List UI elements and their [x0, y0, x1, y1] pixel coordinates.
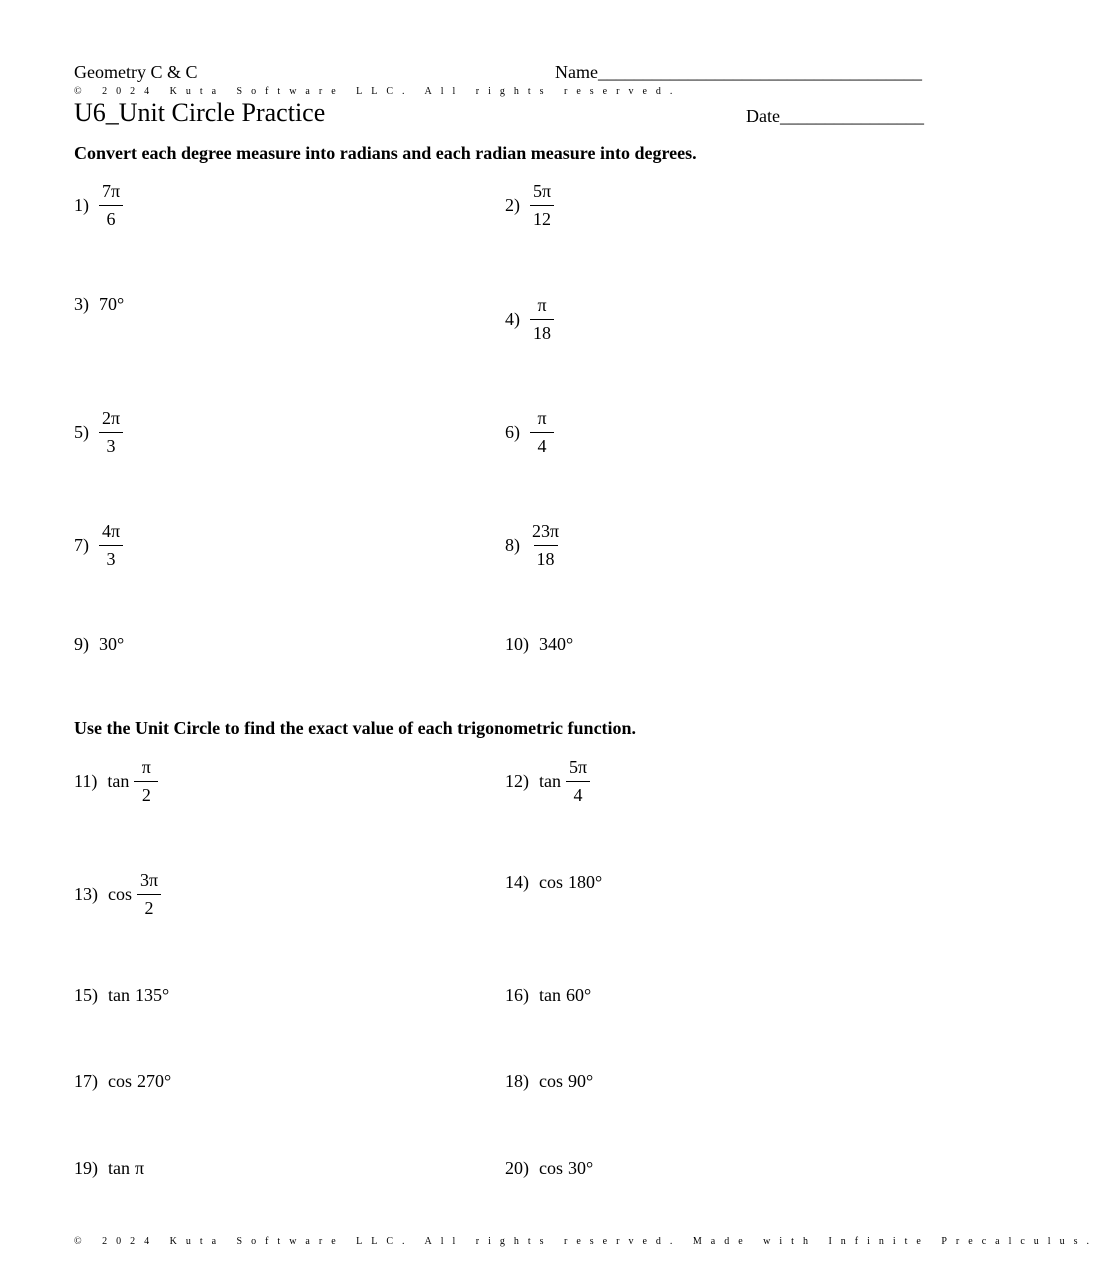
- problem-number: 11): [74, 770, 98, 791]
- problem-value: 90°: [568, 1071, 594, 1091]
- date-label: Date: [746, 106, 780, 126]
- fraction: [134, 757, 158, 805]
- problem-number: 20): [505, 1158, 529, 1178]
- problem-number: 19): [74, 1158, 98, 1178]
- problem-number: 2): [505, 194, 520, 215]
- trig-function: tan: [108, 1158, 130, 1178]
- problem-8: [505, 521, 561, 569]
- numerator: 5π: [568, 757, 588, 777]
- problem-number: 13): [74, 883, 98, 904]
- trig-function: cos: [539, 872, 563, 892]
- problem-number: 9): [74, 634, 89, 654]
- problem-16: [505, 985, 591, 1006]
- fraction: [137, 870, 161, 918]
- problem-1: [74, 181, 123, 229]
- trig-function: cos: [108, 1071, 132, 1091]
- problem-number: 18): [505, 1071, 529, 1091]
- numerator: 5π: [532, 181, 552, 201]
- name-line: ____________________________________: [597, 62, 922, 82]
- problem-20: [505, 1158, 593, 1179]
- fraction: [99, 521, 123, 569]
- problem-11: [74, 757, 158, 805]
- name-field[interactable]: [555, 62, 922, 83]
- trig-function: cos: [539, 1158, 563, 1178]
- problem-value: π: [135, 1158, 145, 1178]
- fraction: [530, 521, 561, 569]
- section2-instruction: Use the Unit Circle to find the exact value of each trigonometric function.: [74, 718, 637, 738]
- problem-2: [505, 181, 554, 229]
- problem-10: [505, 634, 573, 655]
- date-line: ________________: [779, 106, 924, 126]
- problem-value: 70°: [99, 294, 125, 314]
- problem-7: [74, 521, 123, 569]
- problem-number: 15): [74, 985, 98, 1005]
- problem-number: 16): [505, 985, 529, 1005]
- problem-value: 60°: [566, 985, 592, 1005]
- trig-function: cos: [108, 883, 132, 904]
- trig-function: tan: [539, 985, 561, 1005]
- worksheet-title: U6_Unit Circle Practice: [74, 98, 326, 127]
- problem-number: 6): [505, 421, 520, 442]
- denominator: 12: [530, 205, 554, 229]
- problem-number: 17): [74, 1071, 98, 1091]
- numerator: 4π: [101, 521, 121, 541]
- fraction: [566, 757, 590, 805]
- problem-15: [74, 985, 169, 1006]
- problem-value: 180°: [568, 872, 603, 892]
- denominator: 3: [99, 432, 123, 456]
- problem-number: 8): [505, 534, 520, 555]
- problem-number: 7): [74, 534, 89, 555]
- denominator: 4: [566, 781, 590, 805]
- problem-number: 5): [74, 421, 89, 442]
- footer-copyright: © 2024 Kuta Software LLC. All rights reserved. Made with Infinite Precalculus.: [74, 1236, 1098, 1247]
- denominator: 18: [534, 545, 558, 569]
- trig-function: tan: [108, 985, 130, 1005]
- numerator: 2π: [101, 408, 121, 428]
- problem-number: 10): [505, 634, 529, 654]
- problem-number: 4): [505, 308, 520, 329]
- problem-number: 1): [74, 194, 89, 215]
- fraction: [530, 408, 554, 456]
- problem-value: 135°: [135, 985, 170, 1005]
- date-field[interactable]: [746, 106, 924, 127]
- numerator: π: [537, 295, 547, 315]
- numerator: π: [141, 757, 151, 777]
- problem-19: [74, 1158, 144, 1179]
- problem-18: [505, 1071, 593, 1092]
- trig-function: tan: [539, 770, 561, 791]
- problem-13: [74, 870, 161, 918]
- problem-value: 340°: [539, 634, 574, 654]
- problem-value: 30°: [568, 1158, 594, 1178]
- problem-17: [74, 1071, 171, 1092]
- problem-number: 3): [74, 294, 89, 314]
- problem-14: [505, 872, 602, 893]
- name-label: Name: [555, 62, 598, 82]
- problem-9: [74, 634, 124, 655]
- problem-number: 12): [505, 770, 529, 791]
- problem-5: [74, 408, 123, 456]
- denominator: 6: [99, 205, 123, 229]
- numerator: 7π: [101, 181, 121, 201]
- problem-6: [505, 408, 554, 456]
- denominator: 2: [137, 894, 161, 918]
- fraction: [99, 408, 123, 456]
- denominator: 2: [134, 781, 158, 805]
- fraction: [530, 181, 554, 229]
- problem-12: [505, 757, 590, 805]
- trig-function: cos: [539, 1071, 563, 1091]
- numerator: 23π: [532, 521, 560, 541]
- denominator: 18: [530, 319, 554, 343]
- problem-3: [74, 294, 124, 315]
- trig-function: tan: [107, 770, 130, 791]
- problem-value: 270°: [137, 1071, 172, 1091]
- section1-instruction: Convert each degree measure into radians and each radian measure into degrees.: [74, 143, 697, 163]
- course-name: Geometry C & C: [74, 62, 198, 82]
- denominator: 4: [530, 432, 554, 456]
- header-copyright: © 2024 Kuta Software LLC. All rights reserved.: [74, 86, 682, 97]
- numerator: 3π: [139, 870, 159, 890]
- denominator: 3: [99, 545, 123, 569]
- problem-4: [505, 295, 554, 343]
- numerator: π: [537, 408, 547, 428]
- fraction: [530, 295, 554, 343]
- problem-number: 14): [505, 872, 529, 892]
- problem-value: 30°: [99, 634, 125, 654]
- fraction: [99, 181, 123, 229]
